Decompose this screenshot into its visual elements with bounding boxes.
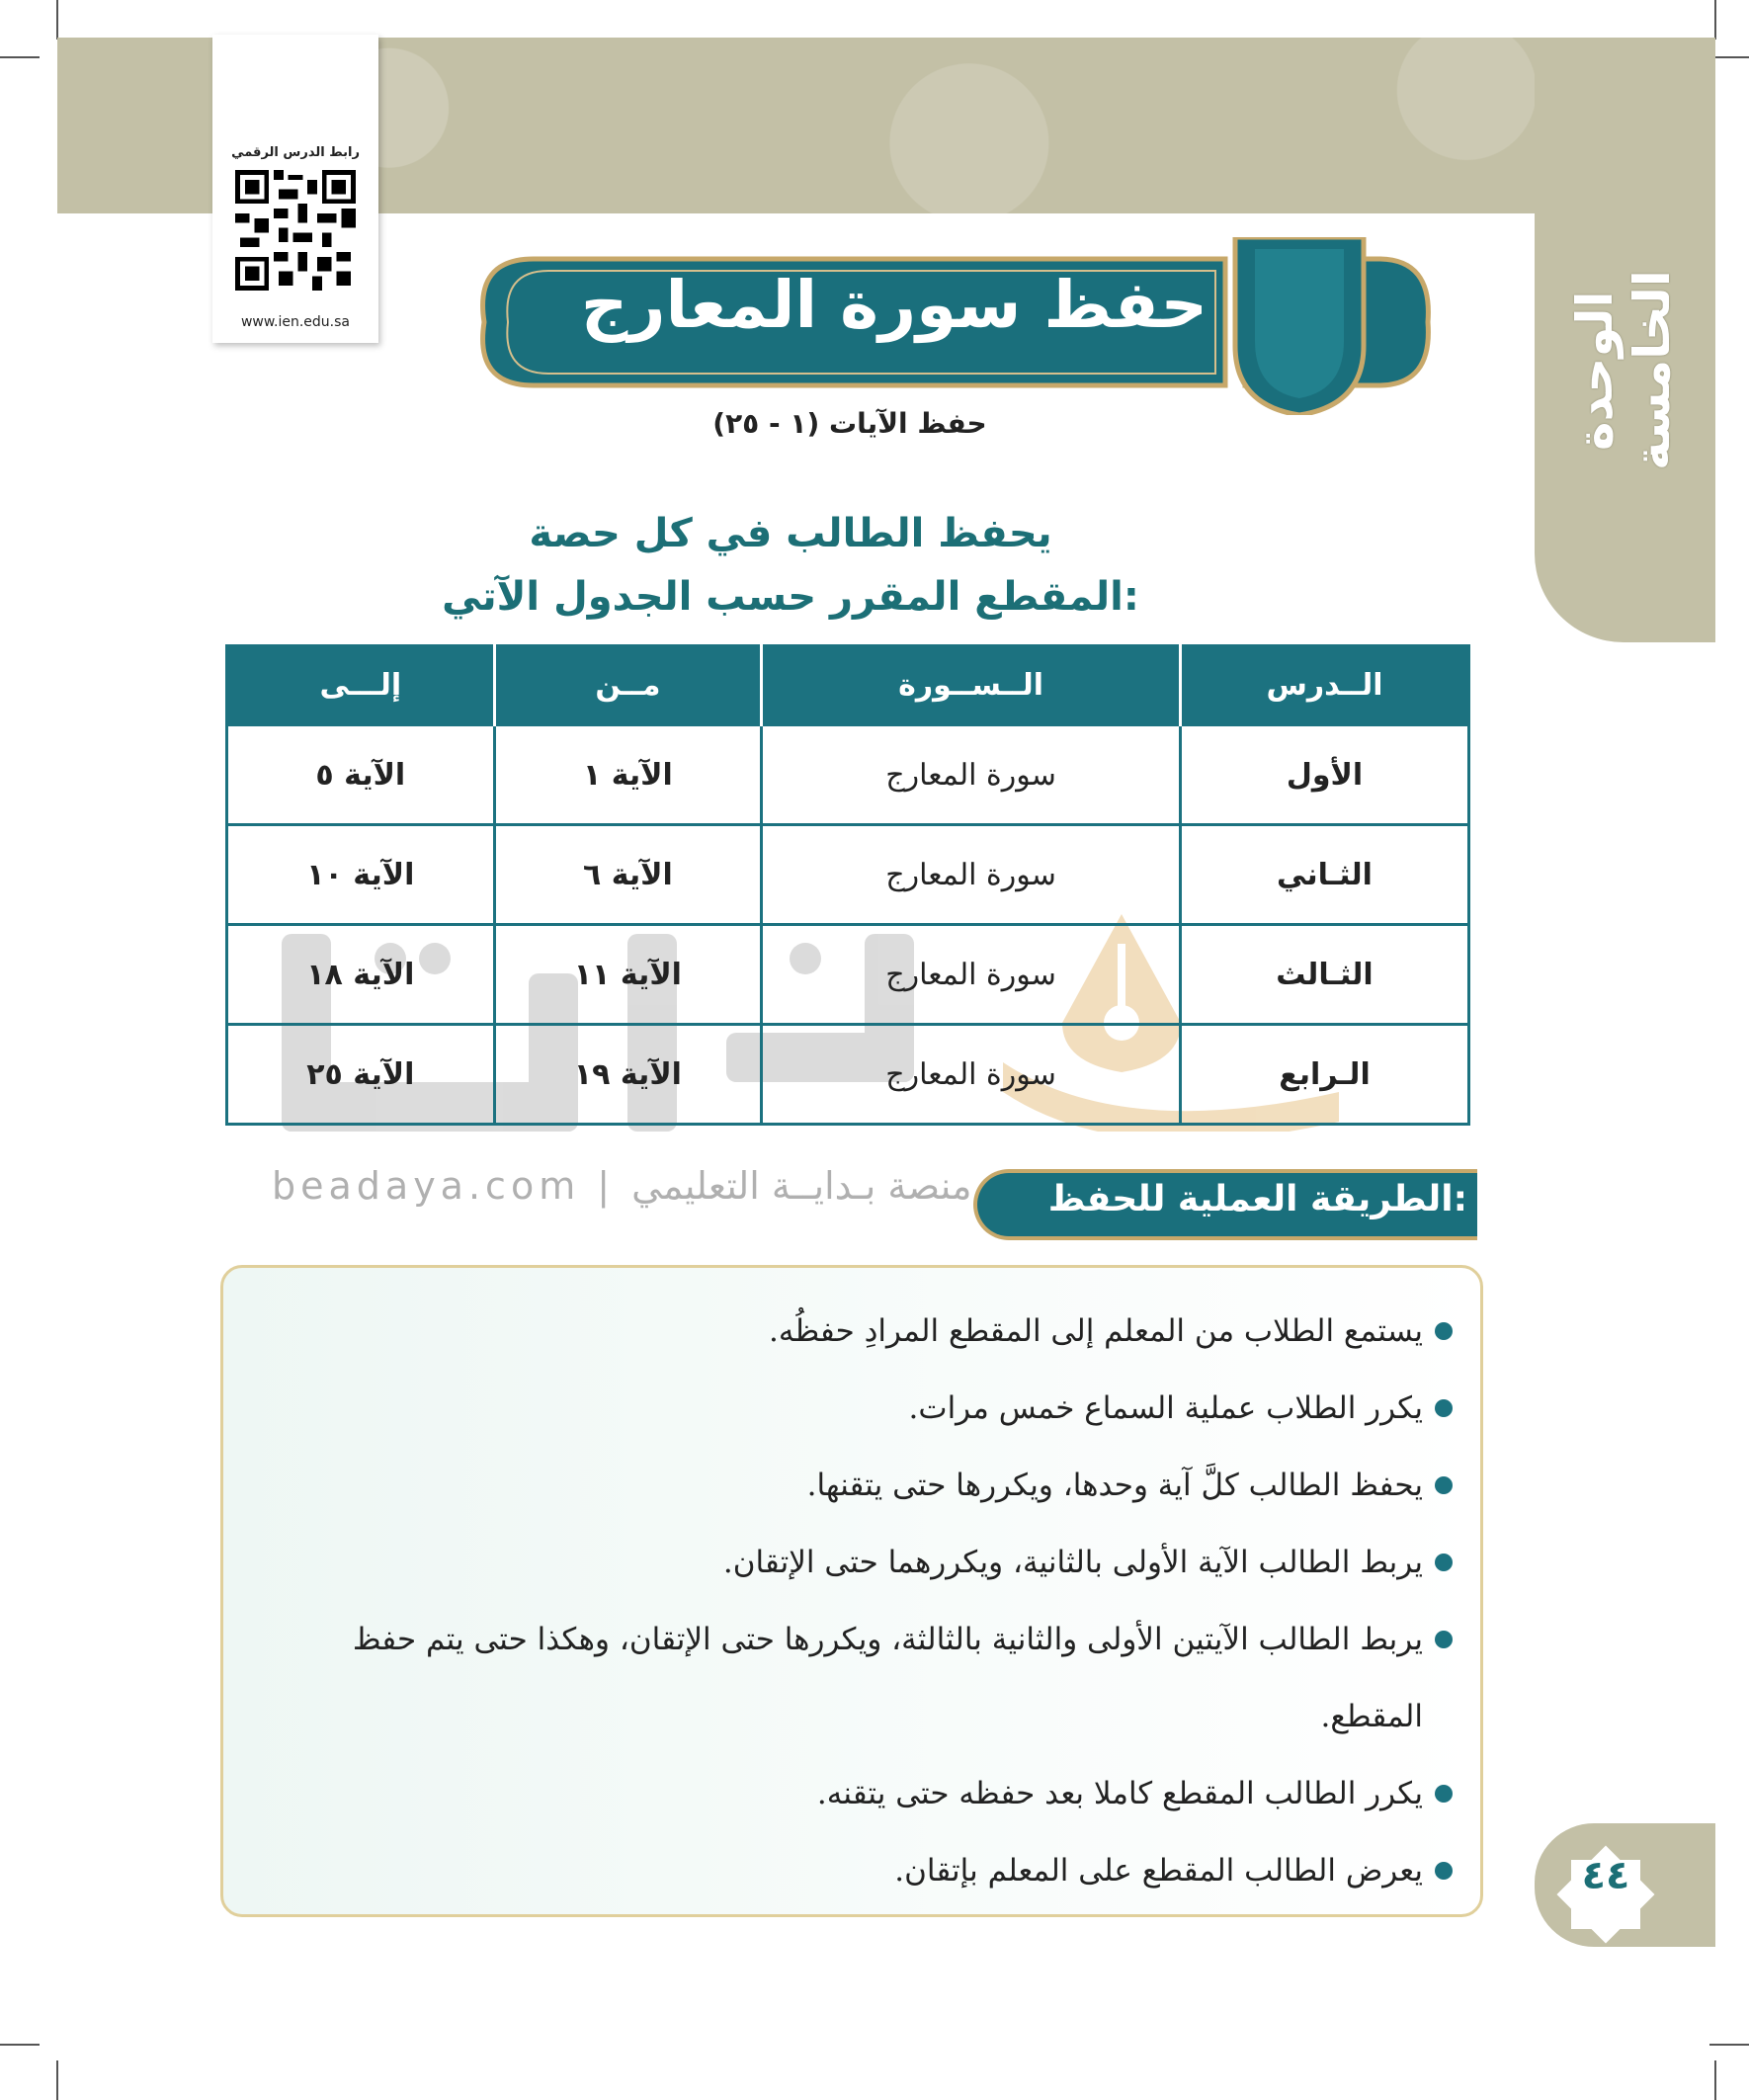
header-lesson: الــدرس [1180, 646, 1468, 725]
table-row [227, 1025, 1469, 1125]
crop-mark [0, 2044, 40, 2046]
cell-from: الآية ١١ [494, 925, 762, 1025]
verses-subtitle: حفظ الآيات (١ - ٢٥) [712, 407, 987, 440]
cell-to: الآية ١٠ [227, 825, 495, 925]
page-number: ٤٤ [1581, 1853, 1630, 1898]
crop-mark [1714, 0, 1716, 40]
list-item: يكرر الطلاب عملية السماع خمس مرات. [257, 1370, 1453, 1447]
cell-surah: سورة المعارج [762, 825, 1181, 925]
cell-surah: سورة المعارج [762, 1025, 1181, 1125]
cell-surah: سورة المعارج [762, 925, 1181, 1025]
crop-mark [0, 56, 40, 58]
crop-mark [56, 2060, 58, 2100]
intro-line-2: المقطع المقرر حسب الجدول الآتي: [442, 574, 1139, 620]
crop-mark [56, 0, 58, 40]
watermark-text: beadaya.com | منصة بـدايــة التعليمي [272, 1164, 972, 1208]
intro-line-1: يحفظ الطالب في كل حصة [529, 511, 1052, 556]
method-title: الطريقة العملية للحفظ: [1047, 1179, 1467, 1219]
header-to: إلـــى [227, 646, 495, 725]
header-from: مــن [494, 646, 762, 725]
cell-lesson: الـرابع [1180, 1025, 1468, 1125]
table-row [227, 725, 1469, 825]
table-row [227, 925, 1469, 1025]
cell-from: الآية ١ [494, 725, 762, 825]
list-item: يستمع الطلاب من المعلم إلى المقطع المرادِ حفظُه. [257, 1293, 1453, 1370]
cell-from: الآية ٦ [494, 825, 762, 925]
method-steps [257, 1293, 1453, 1909]
cell-to: الآية ٥ [227, 725, 495, 825]
header-surah: الــســورة [762, 646, 1181, 725]
qr-card[interactable] [212, 35, 378, 343]
list-item: يعرض الطالب المقطع على المعلم بإتقان. [257, 1832, 1453, 1909]
qr-url[interactable]: www.ien.edu.sa [240, 314, 351, 330]
intro-text [375, 502, 1206, 629]
list-item: يحفظ الطالب كلَّ آية وحدها، ويكررها حتى يتقنها. [257, 1447, 1453, 1524]
cell-lesson: الثـاني [1180, 825, 1468, 925]
list-item: يربط الطالب الآية الأولى بالثانية، ويكررهما حتى الإتقان. [257, 1524, 1453, 1601]
cell-to: الآية ١٨ [227, 925, 495, 1025]
qr-code-icon[interactable] [235, 170, 356, 291]
crop-mark [1714, 2060, 1716, 2100]
cell-lesson: الأول [1180, 725, 1468, 825]
crop-mark [1709, 56, 1749, 58]
cell-surah: سورة المعارج [762, 725, 1181, 825]
unit-title: الوحدة الخامسة [1566, 270, 1681, 471]
table-header-row [227, 646, 1469, 725]
page-title: حفظ سورة المعارج [580, 267, 1208, 343]
table-row [227, 825, 1469, 925]
crop-mark [1709, 2044, 1749, 2046]
cell-to: الآية ٢٥ [227, 1025, 495, 1125]
schedule-table [225, 644, 1470, 1126]
qr-label: رابط الدرس الرقمي [231, 145, 360, 160]
list-item: يكرر الطالب المقطع كاملا بعد حفظه حتى يتقنه. [257, 1755, 1453, 1832]
cell-from: الآية ١٩ [494, 1025, 762, 1125]
cell-lesson: الثـالث [1180, 925, 1468, 1025]
list-item: يربط الطالب الآيتين الأولى والثانية بالثالثة، ويكررها حتى الإتقان، وهكذا حتى يتم حفظ المقطع. [257, 1601, 1453, 1755]
